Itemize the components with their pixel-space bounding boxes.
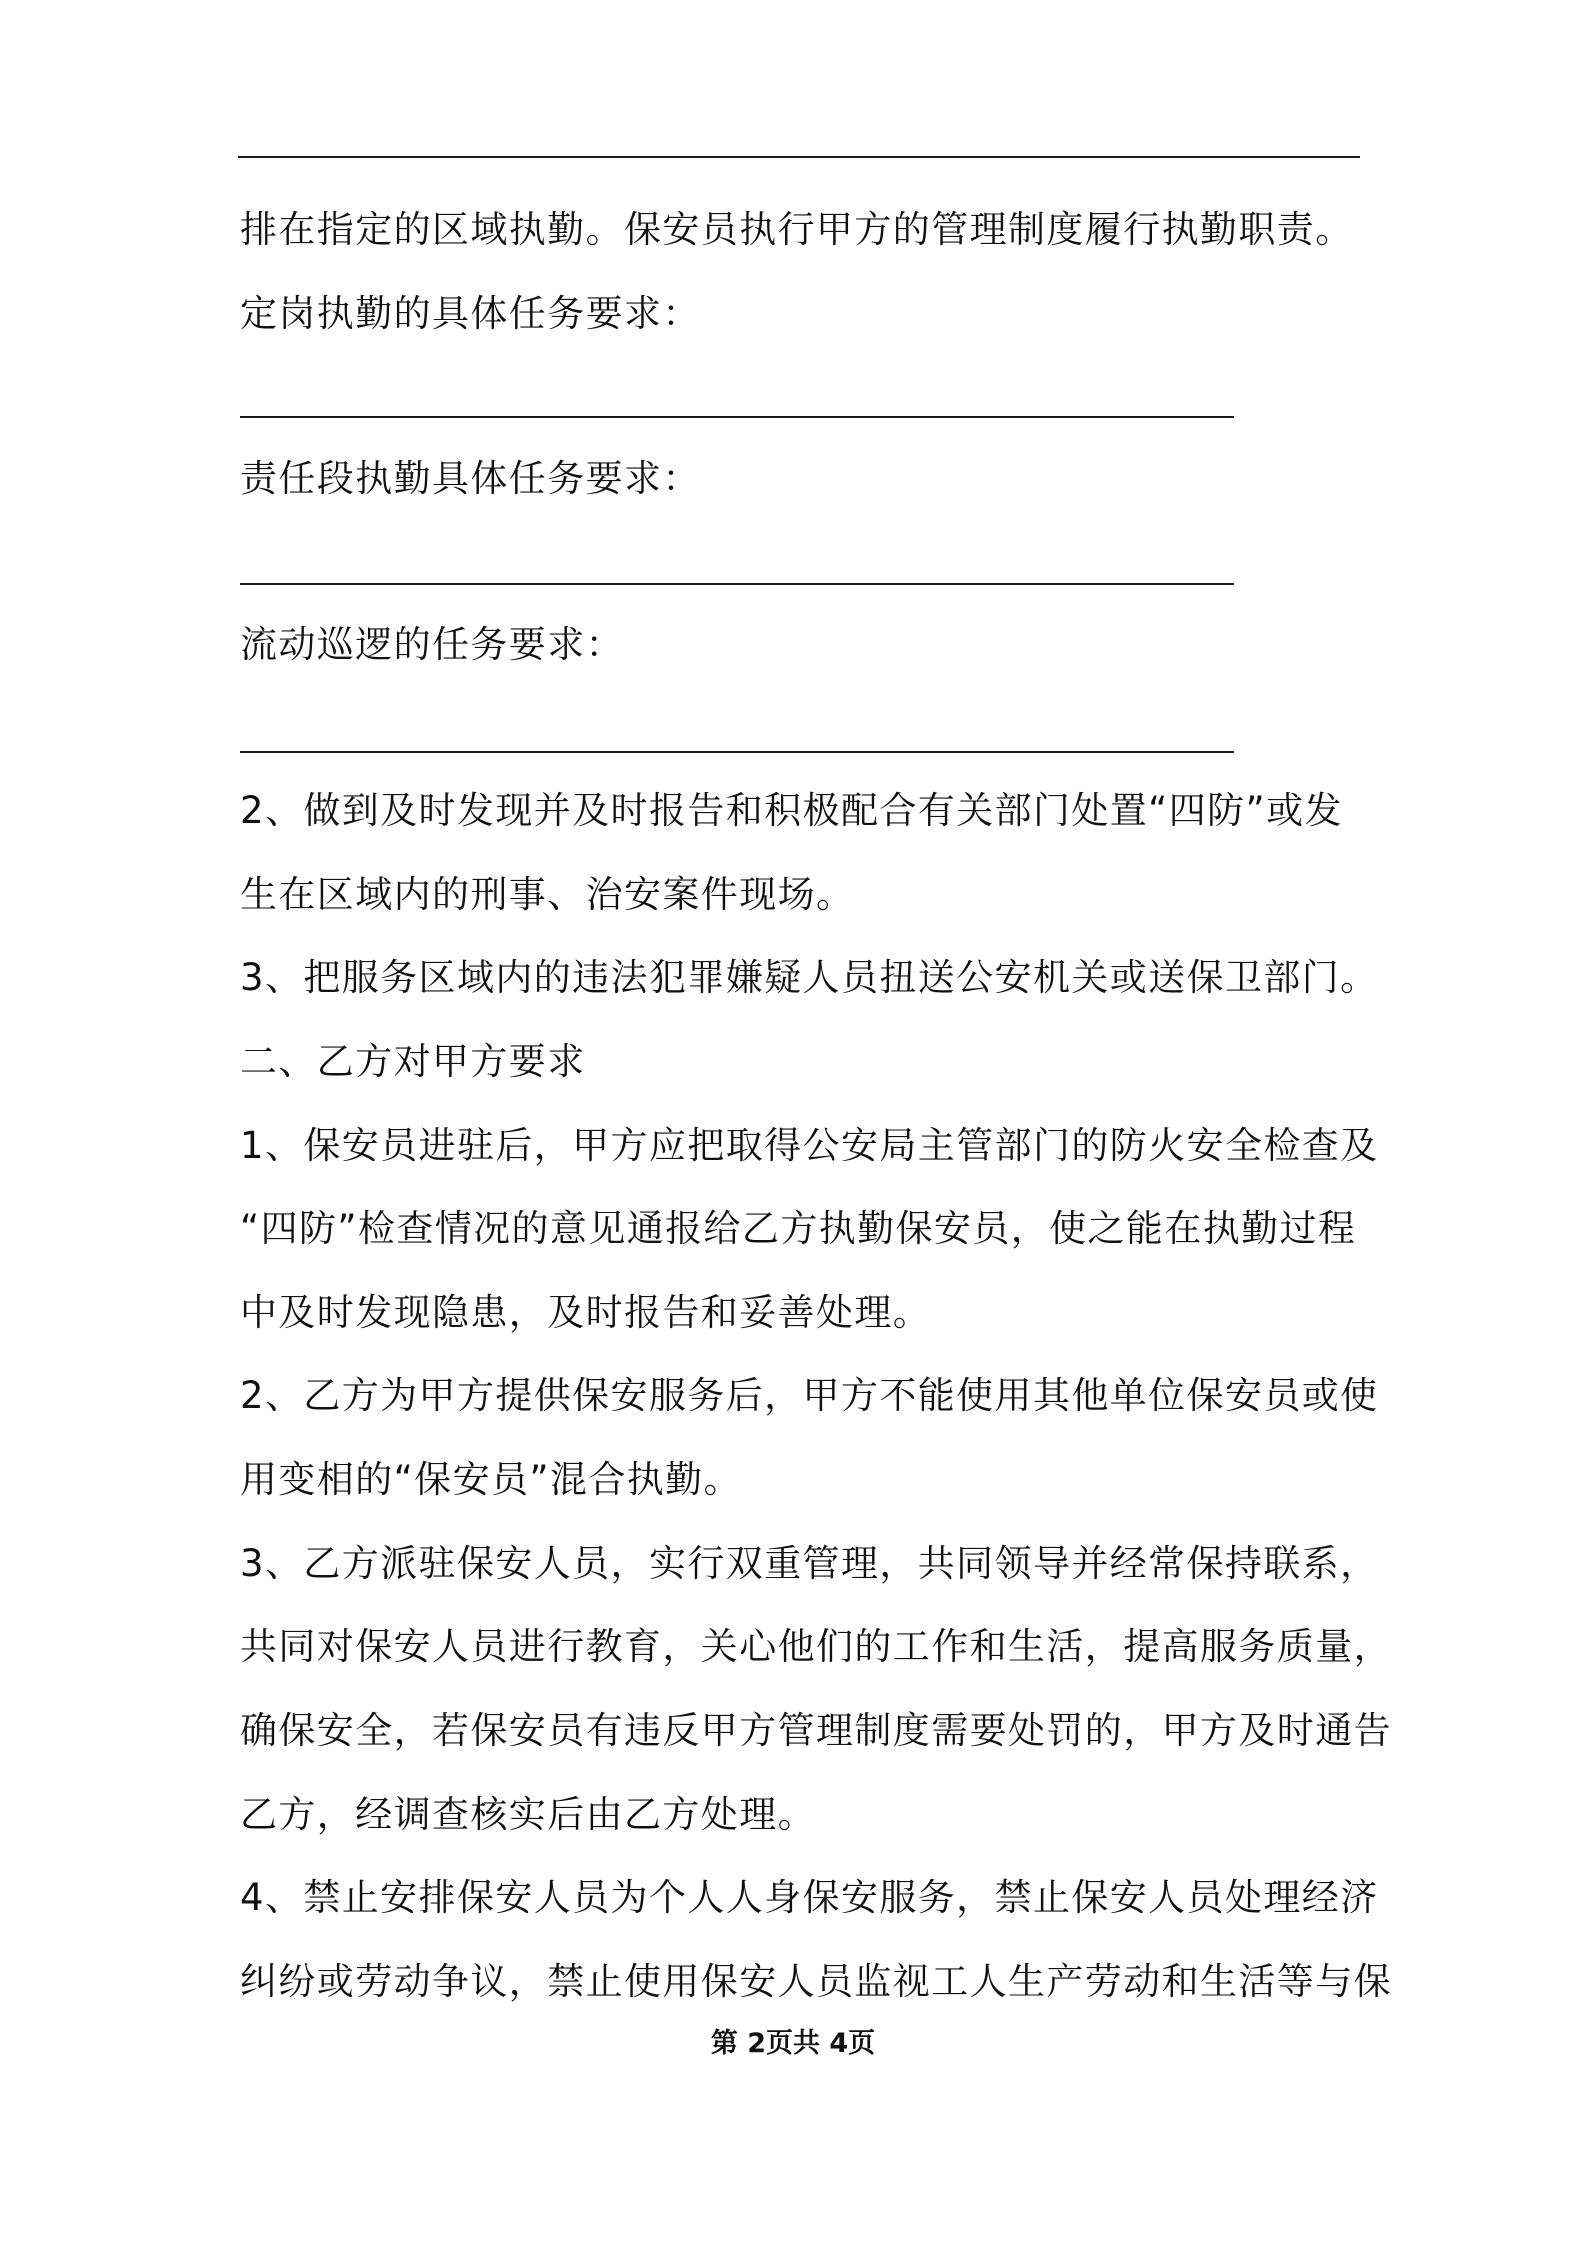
fill-in-blank-line: [240, 416, 1234, 418]
text-line: 共同对保安人员进行教育，关心他们的工作和生活，提高服务质量，: [240, 1625, 1392, 1668]
text-line: 纠纷或劳动争议，禁止使用保安人员监视工人生产劳动和生活等与保: [240, 1960, 1392, 2003]
fill-in-blank-line: [240, 583, 1234, 585]
text-line: “四防”检查情况的意见通报给乙方执勤保安员，使之能在执勤过程: [240, 1207, 1357, 1250]
text-line: 排在指定的区域执勤。保安员执行甲方的管理制度履行执勤职责。: [240, 208, 1354, 251]
section-heading: 二、乙方对甲方要求: [240, 1040, 586, 1083]
text-line: 用变相的“保安员”混合执勤。: [240, 1458, 742, 1501]
text-line: 4、禁止安排保安人员为个人人身保安服务，禁止保安人员处理经济: [240, 1876, 1379, 1919]
text-line: 2、做到及时发现并及时报告和积极配合有关部门处置“四防”或发: [240, 789, 1343, 832]
text-line: 2、乙方为甲方提供保安服务后，甲方不能使用其他单位保安员或使: [240, 1374, 1379, 1417]
text-line: 责任段执勤具体任务要求：: [240, 457, 701, 500]
text-line: 1、保安员进驻后，甲方应把取得公安局主管部门的防火安全检查及: [240, 1124, 1379, 1167]
text-line: 流动巡逻的任务要求：: [240, 623, 624, 666]
text-line: 乙方，经调查核实后由乙方处理。: [240, 1793, 816, 1836]
text-line: 中及时发现隐患，及时报告和妥善处理。: [240, 1291, 932, 1334]
header-rule: [238, 156, 1360, 158]
text-line: 3、乙方派驻保安人员，实行双重管理，共同领导并经常保持联系，: [240, 1542, 1379, 1585]
text-line: 定岗执勤的具体任务要求：: [240, 292, 701, 335]
fill-in-blank-line: [240, 751, 1234, 753]
page-number: 第 2页共 4页: [710, 2028, 876, 2059]
text-line: 3、把服务区域内的违法犯罪嫌疑人员扭送公安机关或送保卫部门。: [240, 956, 1379, 999]
text-line: 生在区域内的刑事、治安案件现场。: [240, 873, 855, 916]
text-line: 确保安全，若保安员有违反甲方管理制度需要处罚的，甲方及时通告: [240, 1709, 1392, 1752]
